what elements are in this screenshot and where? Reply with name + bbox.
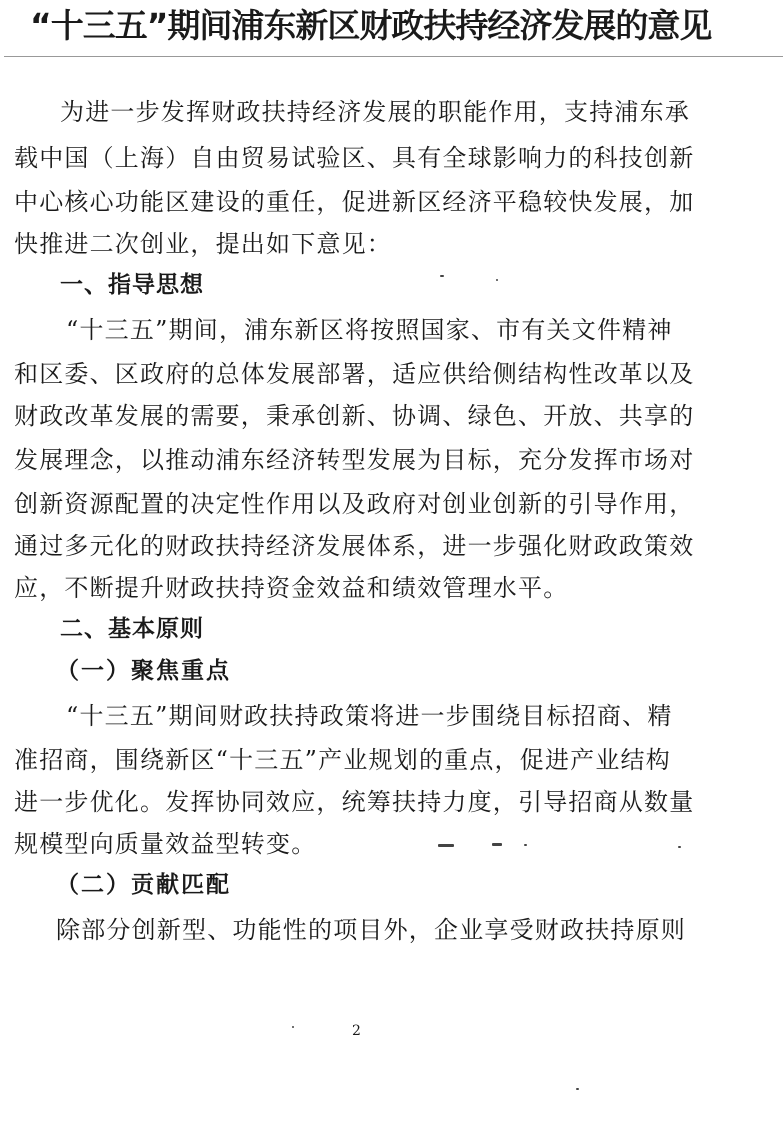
- page-number: 2: [352, 1023, 361, 1039]
- document-title: “十三五”期间浦东新区财政扶持经济发展的意见: [30, 6, 712, 45]
- section-heading-guiding-thought: 一、指导思想: [60, 272, 204, 298]
- sub1-line-2: 准招商，围绕新区“十三五”产业规划的重点，促进产业结构: [14, 746, 671, 774]
- sub1-line-1: “十三五”期间财政扶持政策将进一步围绕目标招商、精: [66, 702, 673, 730]
- scan-speck: [496, 279, 498, 281]
- scan-speck: [292, 1026, 294, 1028]
- scan-speck: [438, 844, 454, 847]
- section1-line-1: “十三五”期间，浦东新区将按照国家、市有关文件精神: [66, 316, 673, 344]
- intro-line-3: 中心核心功能区建设的重任，促进新区经济平稳较快发展，加: [14, 188, 695, 216]
- section1-line-3: 财政改革发展的需要，秉承创新、协调、绿色、开放、共享的: [14, 402, 695, 430]
- scan-speck: [678, 846, 681, 848]
- title-divider: [4, 56, 783, 57]
- intro-line-4: 快推进二次创业，提出如下意见：: [14, 230, 392, 258]
- section1-line-2: 和区委、区政府的总体发展部署，适应供给侧结构性改革以及: [14, 360, 695, 388]
- sub1-line-3: 进一步优化。发挥协同效应，统筹扶持力度，引导招商从数量: [14, 788, 695, 816]
- scan-speck: [524, 844, 527, 846]
- section1-line-4: 发展理念，以推动浦东经济转型发展为目标，充分发挥市场对: [14, 446, 695, 474]
- subheading-focus-priorities: （一）聚焦重点: [56, 657, 231, 684]
- sub1-line-4: 规模型向质量效益型转变。: [14, 830, 317, 858]
- intro-line-1: 为进一步发挥财政扶持经济发展的职能作用，支持浦东承: [60, 98, 690, 126]
- section1-line-5: 创新资源配置的决定性作用以及政府对创业创新的引导作用，: [14, 490, 695, 518]
- subheading-contribution-match: （二）贡献匹配: [56, 871, 231, 898]
- section-heading-basic-principles: 二、基本原则: [60, 616, 204, 642]
- section1-line-6: 通过多元化的财政扶持经济发展体系，进一步强化财政政策效: [14, 532, 695, 560]
- scan-speck: [440, 275, 444, 277]
- scan-speck: [576, 1088, 579, 1090]
- section1-line-7: 应，不断提升财政扶持资金效益和绩效管理水平。: [14, 574, 569, 602]
- sub2-line-1: 除部分创新型、功能性的项目外，企业享受财政扶持原则: [56, 916, 686, 944]
- scan-speck: [492, 843, 502, 846]
- intro-line-2: 载中国（上海）自由贸易试验区、具有全球影响力的科技创新: [14, 144, 695, 172]
